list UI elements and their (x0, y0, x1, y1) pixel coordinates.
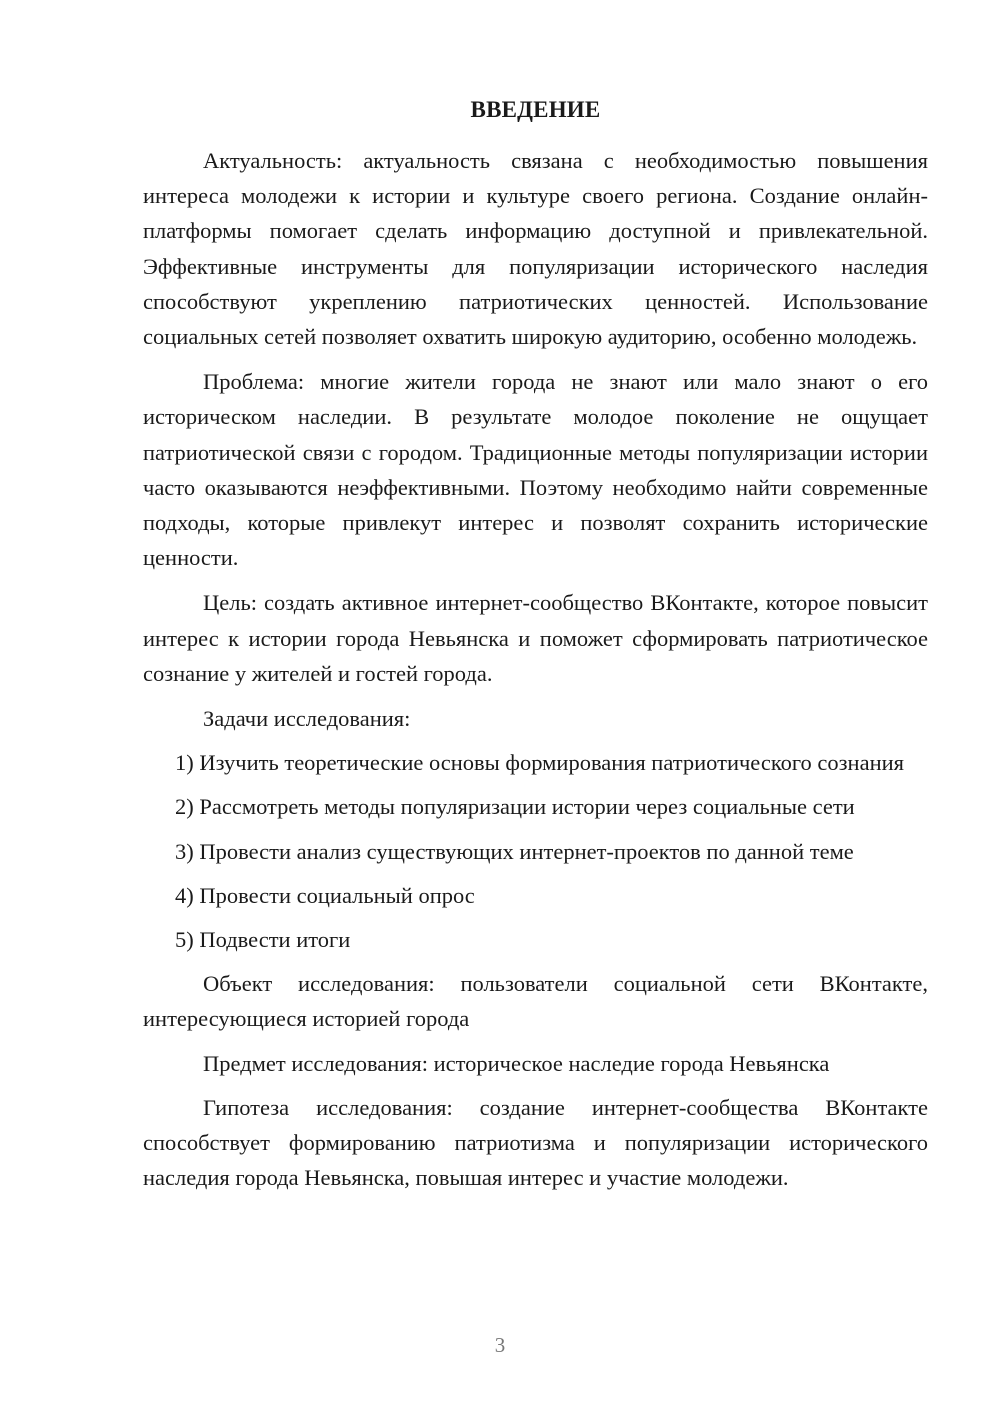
page-number: 3 (494, 1333, 506, 1357)
paragraph-goal: Цель: создать активное интернет-сообщество ВКонтакте, которое повысит интерес к истории города Невьянска и поможет сформировать патриотическое сознание у жителей и гостей города. (143, 590, 928, 686)
section-title: ВВЕДЕНИЕ (470, 97, 601, 122)
tasks-heading: Задачи исследования: (203, 706, 411, 732)
paragraph-hypothesis: Гипотеза исследования: создание интернет-сообщества ВКонтакте способствует формированию патриотизма и популяризации исторического наследия города Невьянска, повышая интерес и участие молодежи. (143, 1094, 928, 1191)
task-item: 4) Провести социальный опрос (175, 882, 475, 908)
paragraph-subject: Предмет исследования: историческое наследие города Невьянска (203, 1050, 830, 1076)
task-item: 1) Изучить теоретические основы формирования патриотического сознания (175, 750, 904, 776)
task-item: 2) Рассмотреть методы популяризации истории через социальные сети (175, 794, 855, 820)
task-item: 3) Провести анализ существующих интернет-проектов по данной теме (175, 838, 854, 864)
paragraph-relevance: Актуальность: актуальность связана с необходимостью повышения интереса молодежи к истории и культуре своего региона. Создание онлайн-платформы помогает сделать информацию доступной и привлекательной. Эффективные инструменты для популяризации исторического наследия способствуют укреплению патриотических ценностей. Использование социальных сетей позволяет охватить широкую аудиторию, особенно молодежь. (143, 148, 928, 350)
paragraph-object: Объект исследования: пользователи социальной сети ВКонтакте, интересующиеся историей города (143, 971, 928, 1032)
task-item: 5) Подвести итоги (175, 927, 351, 953)
paragraph-problem: Проблема: многие жители города не знают или мало знают о его историческом наследии. В результате молодое поколение не ощущает патриотической связи с городом. Традиционные методы популяризации истории часто оказываются неэффективными. Поэтому необходимо найти современные подходы, которые привлекут интерес и позволят сохранить исторические ценности. (143, 369, 928, 571)
document-page (143, 92, 928, 1195)
